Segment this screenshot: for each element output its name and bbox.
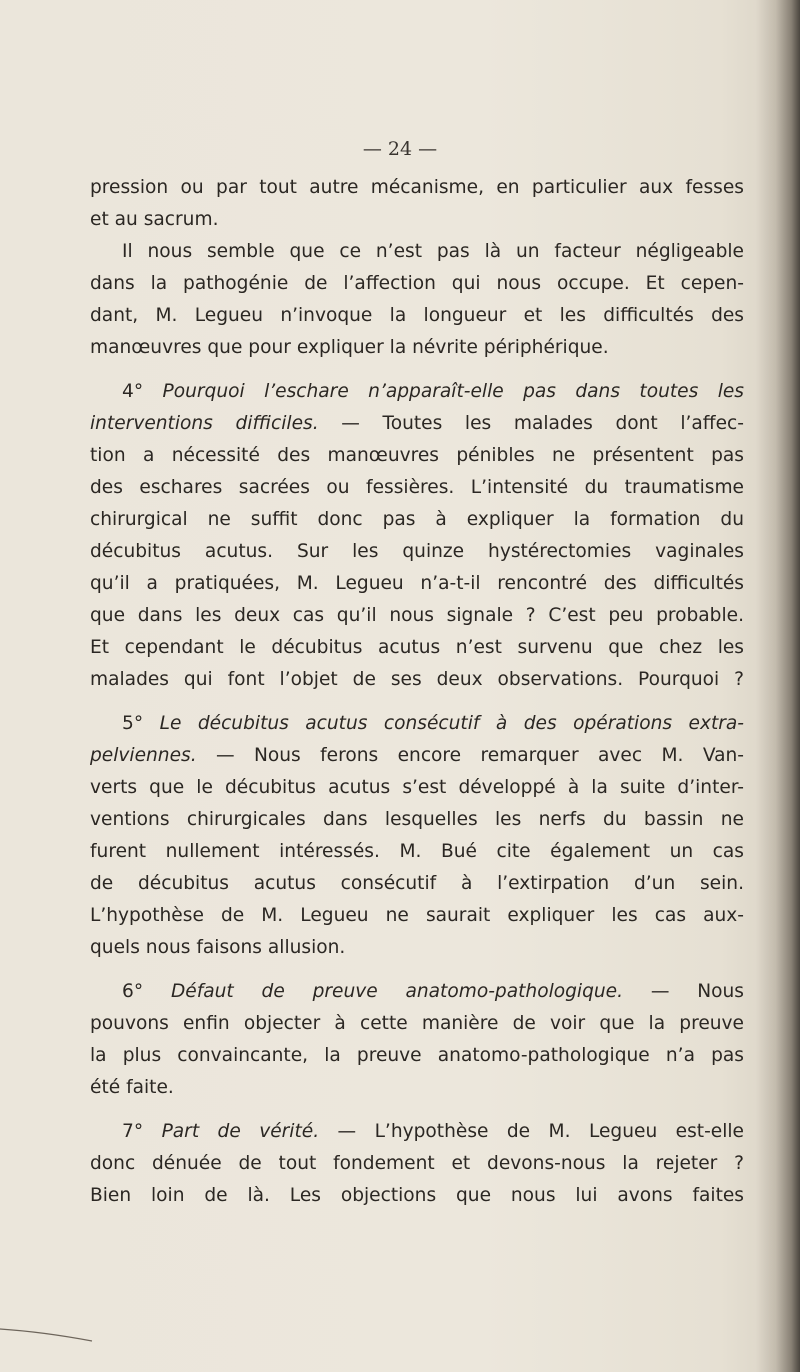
text-line: malades qui font l’objet de ses deux observations. Pourquoi ? bbox=[90, 669, 744, 690]
text-line: Il nous semble que ce n’est pas là un facteur négligeable bbox=[122, 241, 744, 262]
text-line: tion a nécessité des manœuvres pénibles ne présentent pas bbox=[90, 445, 744, 466]
section-heading-5 bbox=[90, 708, 744, 740]
text-line: été faite. bbox=[90, 1077, 174, 1098]
text-line: pression ou par tout autre mécanisme, en particulier aux fesses bbox=[90, 177, 744, 198]
heading-text: — Toutes les malades dont l’affec- bbox=[318, 413, 744, 434]
heading-title-continued: interventions difficiles. bbox=[90, 413, 319, 434]
text-line: que dans les deux cas qu’il nous signale ? C’est peu probable. bbox=[90, 605, 744, 626]
heading-number: 5° bbox=[122, 713, 160, 734]
page-number: — 24 — bbox=[362, 138, 438, 160]
section-heading-7 bbox=[90, 1116, 744, 1148]
text-line: Bien loin de là. Les objections que nous lui avons faites bbox=[90, 1185, 744, 1206]
text-line: pouvons enfin objecter à cette manière de voir que la preuve bbox=[90, 1013, 744, 1034]
heading-title-continued: pelviennes. bbox=[90, 745, 197, 766]
text-line: donc dénuée de tout fondement et devons-nous la rejeter ? bbox=[90, 1153, 744, 1174]
heading-number: 6° bbox=[122, 981, 171, 1002]
heading-title: Défaut de preuve anatomo-pathologique. bbox=[170, 981, 624, 1002]
text-line: verts que le décubitus acutus s’est développé à la suite d’inter- bbox=[90, 777, 744, 798]
text-line bbox=[90, 740, 744, 772]
heading-text: — Nous ferons encore remarquer avec M. Van- bbox=[196, 745, 744, 766]
text-line: chirurgical ne suffit donc pas à expliquer la formation du bbox=[90, 509, 744, 530]
text-line: quels nous faisons allusion. bbox=[90, 937, 346, 958]
page-binding-shadow bbox=[756, 0, 800, 1372]
text-line bbox=[90, 408, 744, 440]
text-line: dans la pathogénie de l’affection qui nous occupe. Et cepen- bbox=[90, 273, 744, 294]
section-heading-6 bbox=[90, 976, 744, 1008]
heading-title: Part de vérité. bbox=[161, 1121, 320, 1142]
body-text bbox=[90, 172, 744, 1212]
heading-title: Le décubitus acutus consécutif à des opérations extra- bbox=[159, 713, 744, 734]
text-line: décubitus acutus. Sur les quinze hystérectomies vaginales bbox=[90, 541, 744, 562]
heading-text: — Nous bbox=[623, 981, 744, 1002]
ink-stroke-mark bbox=[0, 1325, 100, 1345]
text-line: furent nullement intéressés. M. Bué cite également un cas bbox=[90, 841, 744, 862]
text-line: manœuvres que pour expliquer la névrite périphérique. bbox=[90, 337, 609, 358]
text-line: qu’il a pratiquées, M. Legueu n’a-t-il rencontré des difficultés bbox=[90, 573, 744, 594]
heading-title: Pourquoi l’eschare n’apparaît-elle pas dans toutes les bbox=[162, 381, 744, 402]
text-line: ventions chirurgicales dans lesquelles les nerfs du bassin ne bbox=[90, 809, 744, 830]
heading-number: 7° bbox=[122, 1121, 162, 1142]
text-line: et au sacrum. bbox=[90, 209, 219, 230]
heading-text: — L’hypothèse de M. Legueu est-elle bbox=[319, 1121, 744, 1142]
heading-number: 4° bbox=[122, 381, 163, 402]
text-line: Et cependant le décubitus acutus n’est survenu que chez les bbox=[90, 637, 744, 658]
text-line: L’hypothèse de M. Legueu ne saurait expliquer les cas aux- bbox=[90, 905, 744, 926]
section-heading-4 bbox=[90, 376, 744, 408]
text-line: la plus convaincante, la preuve anatomo-pathologique n’a pas bbox=[90, 1045, 744, 1066]
text-line: des eschares sacrées ou fessières. L’intensité du traumatisme bbox=[90, 477, 744, 498]
text-line: de décubitus acutus consécutif à l’extirpation d’un sein. bbox=[90, 873, 744, 894]
text-line: dant, M. Legueu n’invoque la longueur et les difficultés des bbox=[90, 305, 744, 326]
